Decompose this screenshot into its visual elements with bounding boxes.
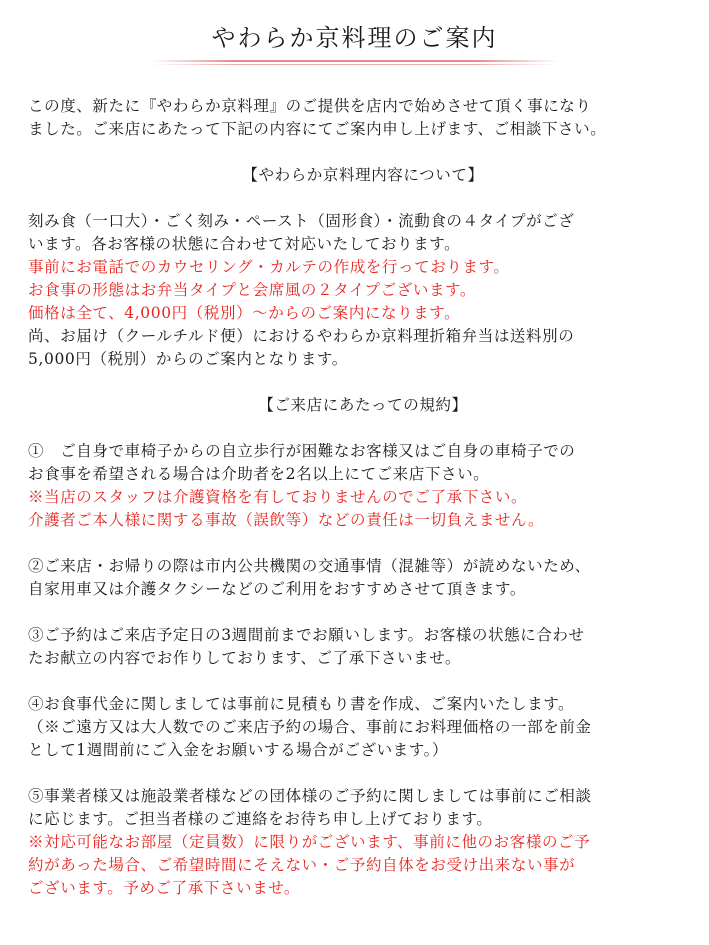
- rule-line: たお献立の内容でお作りしております、ご了承下さいませ。: [28, 649, 461, 667]
- rule-line: ⑤事業者様又は施設業者様などの団体様のご予約に関しましては事前にご相談: [28, 787, 592, 805]
- rule-line: 自家用車又は介護タクシーなどのご利用をおすすめさせて頂きます。: [28, 580, 527, 598]
- rule-item-2: [28, 555, 698, 601]
- highlight-line: お食事の形態はお弁当タイプと会席風の２タイプございます。: [28, 281, 477, 299]
- intro-line: この度、新たに『やわらか京料理』のご提供を店内で始めさせて頂く事になり: [28, 97, 592, 115]
- rule-item-5: [28, 785, 698, 900]
- body-line: います。各お客様の状態に合わせて対応いたしております。: [28, 235, 461, 253]
- intro-paragraph: [28, 95, 698, 141]
- rule-item-3: [28, 624, 698, 670]
- rule-line: （※ご遠方又は大人数でのご来店予約の場合、事前にお料理価格の一部を前金: [28, 718, 592, 736]
- section-heading-rules: 【ご来店にあたっての規約】: [258, 396, 468, 414]
- rule-item-1: [28, 440, 698, 532]
- section-contents-paragraph: [28, 210, 698, 371]
- rule-line: ④お食事代金に関しましては事前に見積もり書を作成、ご案内いたします。: [28, 695, 575, 713]
- highlight-line: 価格は全て、4,000円（税別）～からのご案内になります。: [28, 304, 461, 322]
- body-line: 刻み食（一口大）・ごく刻み・ペースト（固形食）・流動食の４タイプがござ: [28, 212, 575, 230]
- page-title: やわらか京料理のご案内: [211, 24, 498, 52]
- rule-item-4: [28, 693, 698, 762]
- rule-line: ③ご予約はご来店予定日の3週間前までお願いします。お客様の状態に合わせ: [28, 626, 585, 644]
- body-line: 5,000円（税別）からのご案内となります。: [28, 350, 348, 368]
- highlight-line: 事前にお電話でのカウセリング・カルテの作成を行っております。: [28, 258, 510, 276]
- body-line: 尚、お届け（クールチルド便）におけるやわらか京料理折箱弁当は送料別の: [28, 327, 575, 345]
- section-heading-contents: 【やわらか京料理内容について】: [242, 166, 484, 184]
- rule-warning-line: ※対応可能なお部屋（定員数）に限りがございます、事前に他のお客様のご予: [28, 833, 591, 851]
- rule-line: に応じます。ご担当者様のご連絡をお待ち申し上げております。: [28, 810, 493, 828]
- title-underline: [150, 60, 559, 62]
- rule-line: お食事を希望される場合は介助者を2名以上にてご来店下さい。: [28, 465, 490, 483]
- rule-warning-line: 介護者ご本人様に関する事故（誤飲等）などの責任は一切負えません。: [28, 511, 545, 529]
- rule-warning-line: ございます。予めご了承下さいませ。: [28, 879, 300, 897]
- rule-line: として1週間前にご入金をお願いする場合がございます。）: [28, 741, 449, 759]
- rule-warning-line: ※当店のスタッフは介護資格を有しておりませんのでご了承下さい。: [28, 488, 528, 506]
- title-underline-thin: [150, 64, 559, 65]
- rule-line: ① ご自身で車椅子からの自立歩行が困難なお客様又はご自身の車椅子での: [28, 442, 576, 460]
- intro-line: ました。ご来店にあたって下記の内容にてご案内申し上げます、ご相談下さい。: [28, 120, 607, 138]
- rule-warning-line: 約があった場合、ご希望時間にそえない・ご予約自体をお受け出来ない事が: [28, 856, 576, 874]
- notice-body: [28, 95, 698, 900]
- rule-line: ②ご来店・お帰りの際は市内公共機関の交通事情（混雑等）が読めないため、: [28, 557, 591, 575]
